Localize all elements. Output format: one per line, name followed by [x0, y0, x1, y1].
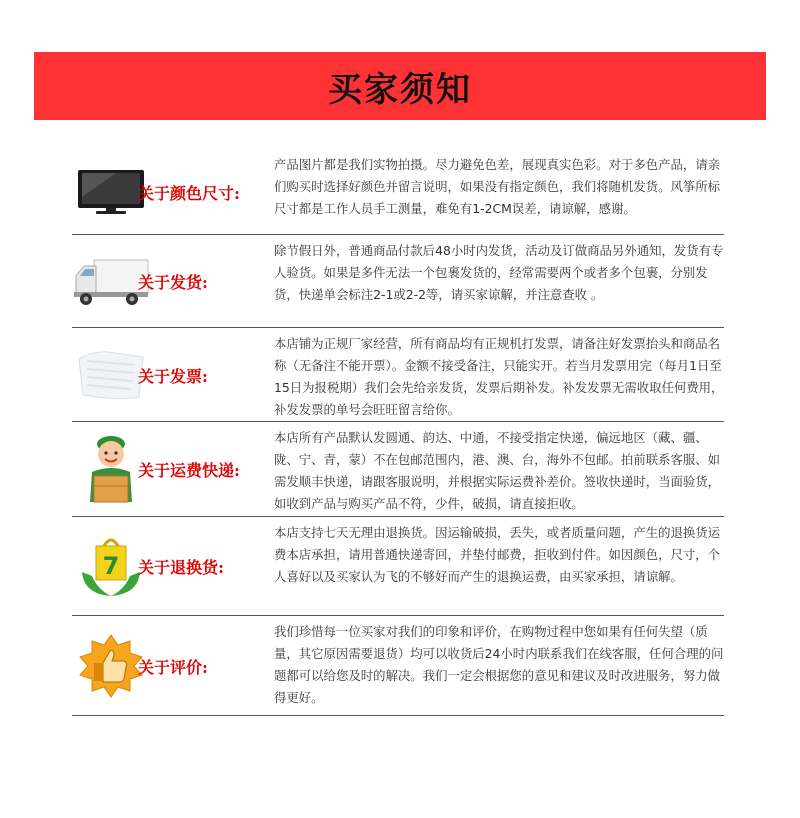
- header-banner: [34, 52, 766, 120]
- section-label: 关于评价:: [138, 657, 208, 677]
- section-label: 关于运费快递:: [138, 461, 240, 480]
- svg-text:7: 7: [102, 551, 120, 580]
- section-text: 我们珍惜每一位买家对我们的印象和评价，在购物过程中您如果有任何失望（质量，其它原因需要退货）均可以收货后24小时内联系我们在线客服，任何合理的问题都可以给您及时的解决。我们一定会根据您的意见和建议及时改进服务，努力做得更好。: [274, 624, 724, 705]
- section-color-size: [72, 150, 724, 235]
- section-text: 本店所有产品默认发圆通、韵达、中通，不接受指定快递，偏远地区（藏、疆、陇、宁、青，蒙）不在包邮范围内，港、澳、台，海外不包邮。拍前联系客服、如需发顺丰快递，请跟客服说明，并根据实际运费补差价。签收快递时，当面验货，如收到产品与购买产品不符，少件，破损，请直接拒收。: [274, 430, 721, 511]
- section-shipping: [72, 236, 724, 328]
- section-invoice: [72, 329, 724, 422]
- page-title: 买家须知: [328, 69, 472, 110]
- section-reviews: [72, 617, 724, 716]
- section-text: 本店铺为正规厂家经营，所有商品均有正规机打发票，请备注好发票抬头和商品名称（无备注不能开票）。金额不接受备注，只能实开。若当月发票用完（每月1日至15日为报税期）我们会先给亲发货，发票后期补发。补发发票无需收取任何费用，补发发票的单号会旺旺留言给你。: [274, 336, 724, 417]
- section-label: 关于发货:: [138, 273, 208, 292]
- section-label: 关于发票:: [138, 366, 208, 386]
- section-label: 关于退换货:: [138, 558, 224, 577]
- section-text: 本店支持七天无理由退换货。因运输破损，丢失，或者质量问题，产生的退换货运费本店承担，请用普通快递寄回，并垫付邮费，拒收到付件。如因颜色，尺寸，个人喜好以及买家认为飞的不够好而产生的退换运费，由买家承担，请谅解。: [274, 525, 721, 584]
- section-text: 除节假日外，普通商品付款后48小时内发货，活动及订做商品另外通知，发货有专人验货。如果是多件无法一个包裹发货的，经常需要两个或者多个包裹，分别发货，快递单会标注2-1或2-2等，请买家谅解，并注意查收 。: [274, 243, 724, 302]
- section-returns: [72, 518, 724, 616]
- section-label: 关于颜色尺寸:: [138, 183, 240, 203]
- section-text: 产品图片都是我们实物拍摄。尽力避免色差，展现真实色彩。对于多色产品，请亲们购买时选择好颜色并留言说明，如果没有指定颜色，我们将随机发货。风筝所标尺寸都是工作人员手工测量，难免有1-2CM误差，请谅解，感谢。: [274, 157, 721, 216]
- section-shipping-fee: [72, 423, 724, 517]
